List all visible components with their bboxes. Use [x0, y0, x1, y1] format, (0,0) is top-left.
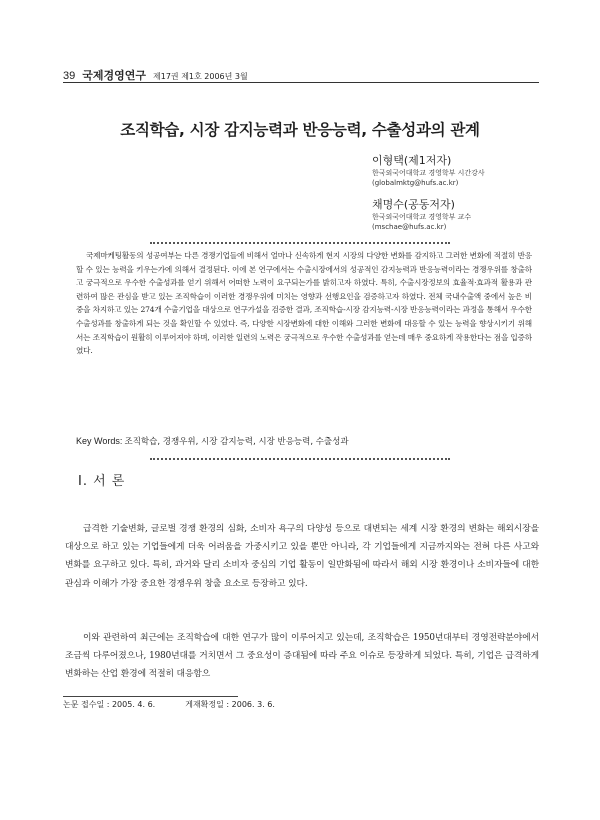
footnote — [63, 699, 275, 710]
author-name: 채명수(공동저자) — [372, 198, 455, 211]
footnote-rule — [63, 696, 238, 697]
author-block-first — [372, 152, 542, 188]
author-email: (globalmktg@hufs.ac.kr) — [372, 179, 459, 187]
accepted-date: 게재확정일 : 2006. 3. 6. — [185, 700, 275, 709]
running-header — [63, 66, 543, 80]
body-paragraph: 이와 관련하여 최근에는 조직학습에 대한 연구가 많이 이루어지고 있는데, 조직학습은 1950년대부터 경영전략분야에서 조금씩 다루어졌으나, 1980년대를 거치면서 그 중요성이 증대됨에 따라 주요 이슈로 등장하게 되었다. 특히, 기업은 급격하게 변화하는 산업 환경에 적절히 대응함으 — [65, 633, 539, 680]
keywords — [76, 435, 536, 447]
abstract: 국제마케팅활동의 성공여부는 다른 경쟁기업들에 비해서 얼마나 신속하게 현지 시장의 다양한 변화를 감지하고 그러한 변화에 적절히 반응할 수 있는 능력을 키우는가에 의해서 결정된다. 이에 본 연구에서는 수출시장에서의 성공적인 감지능력과 반응능력이라는 경쟁우위를 창출하고 궁극적으로 우수한 수출성과를 얻기 위해서 어떠한 노력이 요구되는가를 밝히고자 하였다. 특히, 수출시장정보의 효율적·효과적 활용과 관련하여 많은 관심을 받고 있는 조직학습이 이러한 경쟁우위에 미치는 영향과 선행요인을 검증하고자 하였다. 전체 국내수출액 중에서 높은 비중을 차지하고 있는 274개 수출기업을 대상으로 연구가설을 검증한 결과, 조직학습-시장 감지능력-시장 반응능력이라는 과정을 통해서 우수한 수출성과를 창출하게 되는 것을 확인할 수 있었다. 즉, 다양한 시장변화에 대한 이해와 그러한 변화에 대응할 수 있는 능력을 향상시키기 위해서는 조직학습이 원활히 이루어져야 하며, 이러한 일련의 노력은 궁극적으로 우수한 수출성과를 얻는데 매우 중요하게 작용한다는 점을 입증하였다. — [76, 251, 532, 356]
author-name: 이형택(제1저자) — [372, 154, 452, 167]
author-affiliation: 한국외국어대학교 경영학부 교수 — [372, 213, 472, 221]
page-number: 39 — [63, 70, 76, 82]
author-affiliation: 한국외국어대학교 경영학부 시간강사 — [372, 169, 485, 177]
paper-title: 조직학습, 시장 감지능력과 반응능력, 수출성과의 관계 — [120, 121, 480, 139]
header-rule — [63, 82, 539, 83]
dotted-divider-bottom — [150, 458, 450, 460]
author-block-second — [372, 196, 542, 232]
received-date: 논문 접수일 : 2005. 4. 6. — [63, 700, 156, 709]
dotted-divider-top — [150, 242, 450, 244]
body-paragraph: 급격한 기술변화, 글로벌 경쟁 환경의 심화, 소비자 욕구의 다양성 등으로 대변되는 세계 시장 환경의 변화는 해외시장을 대상으로 하고 있는 기업들에게 더욱 어려움을 가중시키고 있을 뿐만 아니라, 각 기업들에게 지금까지와는 전혀 다른 사고와 변화를 요구하고 있다. 특히, 과거와 달리 소비자 중심의 기업 활동이 일반화됨에 따라서 해외 시장 환경이나 소비자들에 대한 관심과 이해가 가장 중요한 경쟁우위 창출 요소로 등장하고 있다. — [65, 524, 539, 589]
keywords-list: 조직학습, 경쟁우위, 시장 감지능력, 시장 반응능력, 수출성과 — [124, 437, 349, 447]
journal-name: 국제경영연구 — [82, 69, 147, 82]
keywords-label: Key Words: — [76, 436, 123, 446]
issue-info: 제17권 제1호 2006년 3월 — [153, 72, 248, 81]
section-heading: Ⅰ. 서 론 — [78, 474, 126, 489]
author-email: (mschae@hufs.ac.kr) — [372, 223, 447, 231]
